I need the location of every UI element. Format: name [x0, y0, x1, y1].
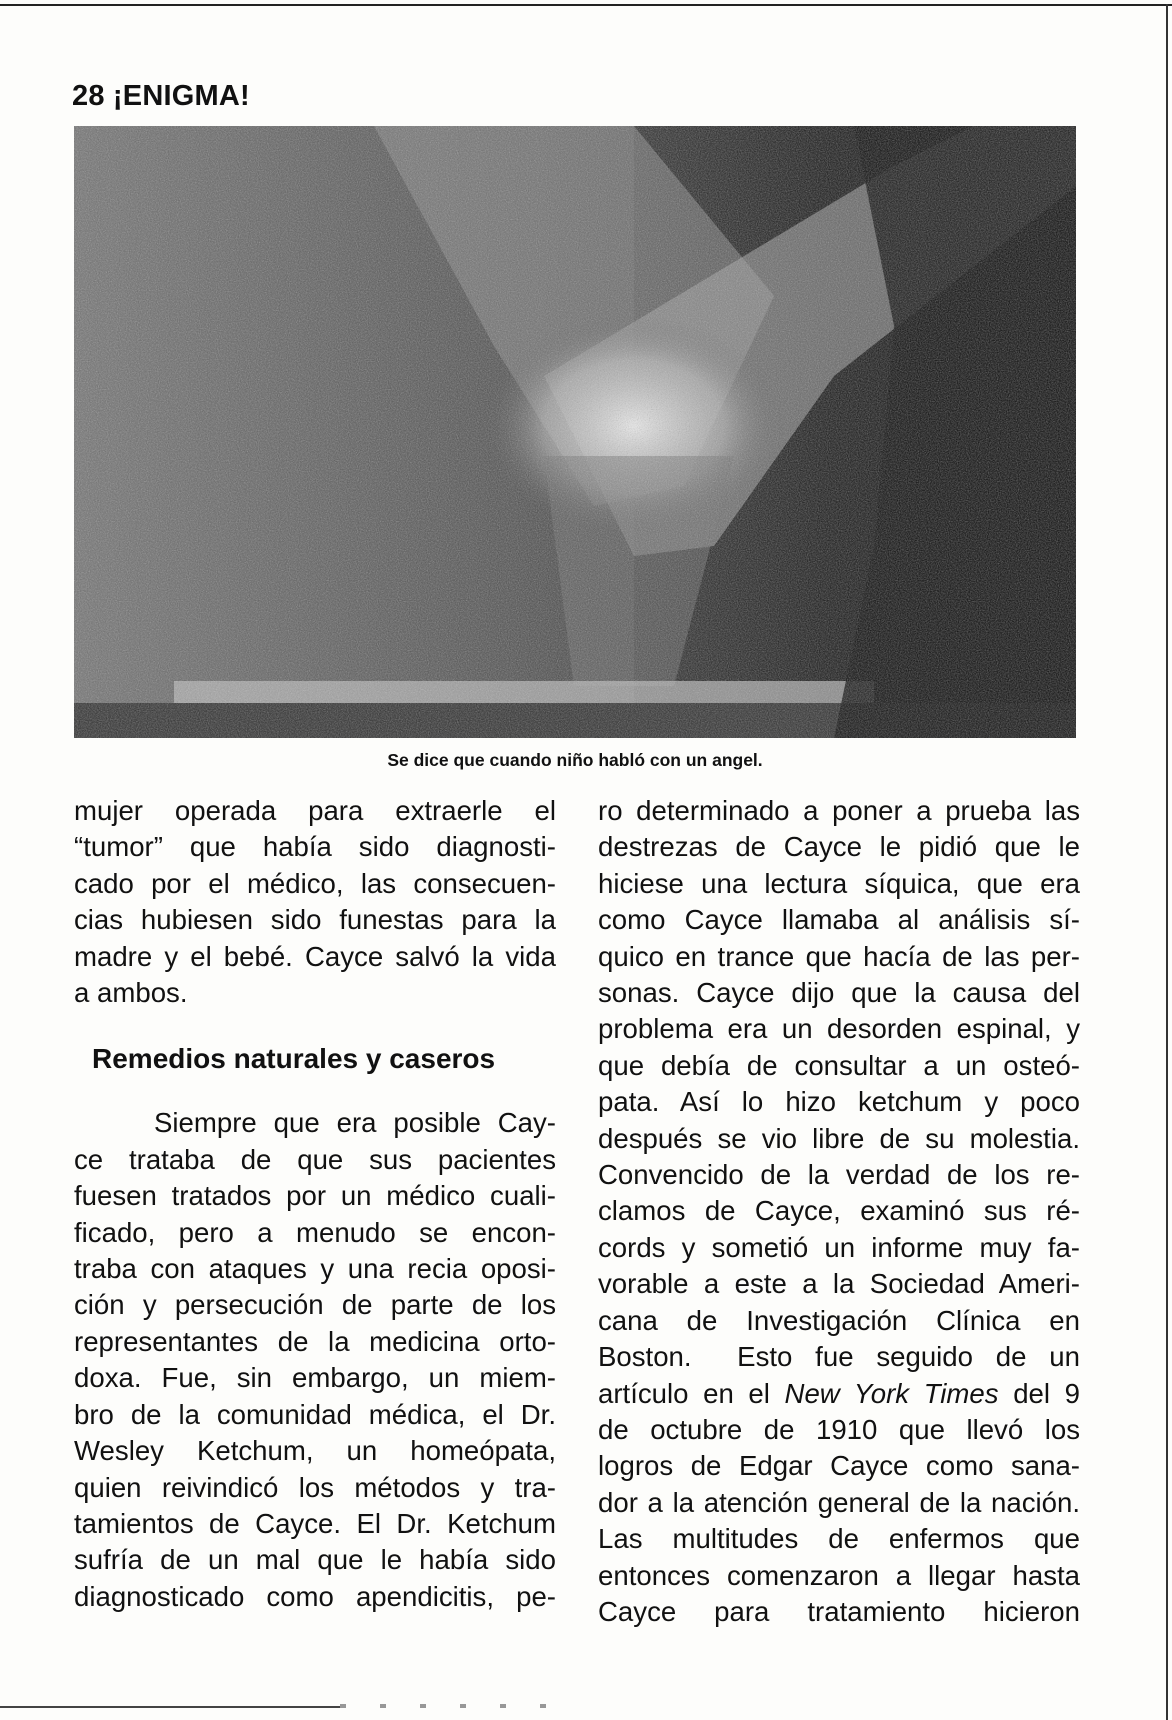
body-line: hiciese una lectura síquica, que era — [598, 867, 1080, 899]
body-line: Convencido de la verdad de los re- — [598, 1159, 1080, 1191]
body-line: clamos de Cayce, examinó sus ré- — [598, 1195, 1080, 1227]
body-line: ro determinado a poner a prueba las — [598, 795, 1080, 826]
bottom-border-rule — [0, 1706, 340, 1708]
body-line-with-italic — [598, 1376, 1080, 1412]
left-text-column — [74, 793, 556, 1615]
body-line: como Cayce llamaba al análisis sí- — [598, 904, 1080, 936]
body-line: ción y persecución de parte de los — [74, 1289, 556, 1321]
figure-caption: Se dice que cuando niño habló con un angel. — [387, 750, 763, 770]
body-line: pata. Así lo hizo ketchum y poco — [598, 1086, 1080, 1118]
body-line: Wesley Ketchum, un homeópata, — [74, 1435, 556, 1467]
body-line: de octubre de 1910 que llevó los — [598, 1413, 1080, 1445]
body-line: entonces comenzaron a llegar hasta — [598, 1559, 1080, 1591]
running-head: 28 ¡ENIGMA! — [72, 80, 250, 112]
newspaper-title: New York Times — [784, 1377, 999, 1409]
body-line: destrezas de Cayce le pidió que le — [598, 831, 1080, 863]
body-line: quico en trance que hacía de las per- — [598, 940, 1080, 972]
body-line: fuesen tratados por un médico cuali- — [74, 1180, 556, 1212]
body-line: diagnosticado como apendicitis, pe- — [74, 1580, 556, 1612]
body-line: “tumor” que había sido diagnosti- — [74, 831, 556, 863]
line-text: artículo en el — [598, 1377, 785, 1409]
body-line: madre y el bebé. Cayce salvó la vida — [74, 940, 556, 972]
body-line: Boston. Esto fue seguido de un — [598, 1341, 1080, 1373]
body-line: quien reivindicó los métodos y tra- — [74, 1471, 556, 1503]
body-line: bro de la comunidad médica, el Dr. — [74, 1398, 556, 1430]
body-line: cords y sometió un informe muy fa- — [598, 1231, 1080, 1263]
body-line: cado por el médico, las consecuen- — [74, 867, 556, 899]
body-line: ficado, pero a menudo se encon- — [74, 1216, 556, 1248]
body-line: sufría de un mal que le había sido — [74, 1544, 556, 1576]
body-line: tamientos de Cayce. El Dr. Ketchum — [74, 1507, 556, 1539]
body-line: dor a la atención general de la nación. — [598, 1486, 1080, 1518]
angel-photograph — [74, 126, 1076, 738]
body-line: problema era un desorden espinal, y — [598, 1013, 1080, 1045]
body-line: vorable a este a la Sociedad Ameri- — [598, 1268, 1080, 1300]
body-line: cias hubiesen sido funestas para la — [74, 904, 556, 936]
body-line: después se vio libre de su molestia. — [598, 1122, 1080, 1154]
body-line: ce trataba de que sus pacientes — [74, 1143, 556, 1175]
line-text: del 9 — [998, 1377, 1080, 1409]
body-line: logros de Edgar Cayce como sana- — [598, 1450, 1080, 1482]
body-line: doxa. Fue, sin embargo, un miem- — [74, 1362, 556, 1394]
body-line: representantes de la medicina orto- — [74, 1325, 556, 1357]
body-line: sonas. Cayce dijo que la causa del — [598, 977, 1080, 1009]
right-text-column — [598, 793, 1080, 1630]
section-heading: Remedios naturales y caseros — [92, 1043, 496, 1075]
body-line: traba con ataques y una recia oposi- — [74, 1253, 556, 1285]
body-line: Las multitudes de enfermos que — [598, 1523, 1080, 1555]
body-line: Cayce para tratamiento hicieron — [598, 1595, 1080, 1627]
bottom-scan-specks — [340, 1704, 560, 1708]
right-border-rule — [1166, 4, 1168, 1720]
body-line: cana de Investigación Clínica en — [598, 1304, 1080, 1336]
top-border-rule — [0, 4, 1172, 6]
body-line: a ambos. — [74, 977, 188, 1009]
body-line: Siempre que era posible Cay- — [154, 1107, 556, 1139]
body-line: mujer operada para extraerle el — [74, 795, 556, 826]
body-line: que debía de consultar a un osteó- — [598, 1049, 1080, 1081]
